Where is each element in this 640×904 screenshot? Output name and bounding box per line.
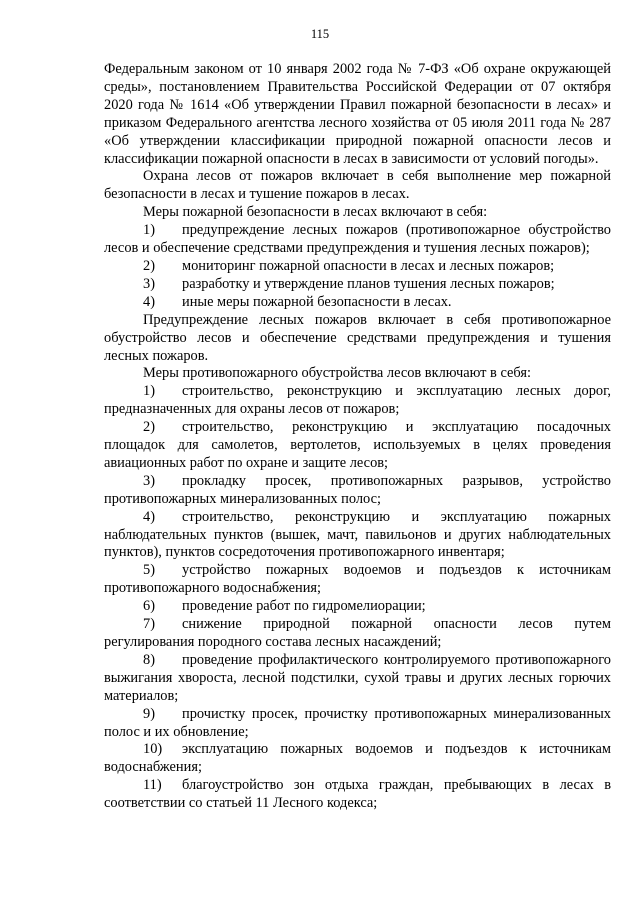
list-item <box>104 509 611 563</box>
list-item-number: 3) <box>143 275 155 292</box>
list-item <box>104 706 611 742</box>
list-item-number: 7) <box>143 616 155 633</box>
document-body <box>104 61 611 813</box>
list-item-text: прочистку просек, прочистку противопожарных минерализованных полос и их обновление; <box>104 705 611 740</box>
list-item <box>104 777 611 813</box>
paragraph: Меры противопожарного обустройства лесов включают в себя: <box>143 365 531 382</box>
list-item-text: проведение работ по гидромелиорации; <box>182 598 426 615</box>
list-item <box>104 419 611 473</box>
list-item-text: прокладку просек, противопожарных разрывов, устройство противопожарных минерализованных полос; <box>104 472 611 507</box>
list-item <box>104 473 611 509</box>
list-item-text: снижение природной пожарной опасности лесов путем регулирования породного состава лесных насаждений; <box>104 616 611 650</box>
list-item <box>104 222 611 258</box>
list-item-number: 11) <box>143 777 162 794</box>
list-item-number: 4) <box>143 293 155 310</box>
paragraph: Предупреждение лесных пожаров включает в себя противопожарное обустройство лесов и обеспечение средствами предупреждения и тушения лесных пожаров. <box>104 311 611 364</box>
list-item-number: 10) <box>143 741 163 758</box>
list-item <box>104 598 611 616</box>
list-item-text: иные меры пожарной безопасности в лесах. <box>182 293 452 310</box>
paragraph: Федеральным законом от 10 января 2002 года № 7-ФЗ «Об охране окружающей среды», постановлением Правительства Российской Федерации от 07 октября 2020 года № 1614 «Об утверждении Правил пожарной безопасности в лесах» и приказом Федерального агентства лесного хозяйства от 05 июля 2011 года № 287 «Об утверждении классификации природной пожарной опасности лесов и классификации пожарной опасности в лесах в зависимости от условий погоды». <box>104 61 611 167</box>
list-item-text: строительство, реконструкцию и эксплуатацию лесных дорог, предназначенных для охраны лесов от пожаров; <box>104 383 611 418</box>
list-item-text: устройство пожарных водоемов и подъездов к источникам противопожарного водоснабжения; <box>104 562 611 597</box>
list-item <box>104 562 611 598</box>
list-item-number: 4) <box>143 508 155 525</box>
list-item-text: строительство, реконструкцию и эксплуатацию пожарных наблюдательных пунктов (вышек, мачт, павильонов и других наблюдательных пунктов), пунктов сосредоточения противопожарного инвентаря; <box>104 508 611 561</box>
list-item-number: 8) <box>143 651 155 668</box>
list-item-number: 9) <box>143 705 155 722</box>
list-item-number: 5) <box>143 562 155 579</box>
list-item <box>104 616 611 652</box>
list-item-number: 1) <box>143 383 155 400</box>
list-item-number: 2) <box>143 419 155 436</box>
list-item <box>104 652 611 706</box>
list-item-text: благоустройство зон отдыха граждан, пребывающих в лесах в соответствии со статьей 11 Лесного кодекса; <box>104 777 611 812</box>
list-item-number: 1) <box>143 222 155 239</box>
list-item-text: строительство, реконструкцию и эксплуатацию посадочных площадок для самолетов, вертолетов, используемых в целях проведения авиационных работ по охране и защите лесов; <box>104 419 611 471</box>
list-item <box>104 258 611 276</box>
list-item-text: предупреждение лесных пожаров (противопожарное обустройство лесов и обеспечение средствами предупреждения и тушения лесных пожаров); <box>104 222 611 257</box>
list-item <box>104 294 611 312</box>
list-item-number: 2) <box>143 257 155 274</box>
list-item <box>104 741 611 777</box>
list-item-text: разработку и утверждение планов тушения лесных пожаров; <box>182 275 555 292</box>
paragraph: Охрана лесов от пожаров включает в себя выполнение мер пожарной безопасности в лесах и тушение пожаров в лесах. <box>104 168 611 203</box>
list-item <box>104 276 611 294</box>
list-item-number: 6) <box>143 598 155 615</box>
list-item-text: мониторинг пожарной опасности в лесах и лесных пожаров; <box>182 257 555 274</box>
list-item-text: проведение профилактического контролируемого противопожарного выжигания хвороста, лесной подстилки, сухой травы и других лесных горючих материалов; <box>104 651 611 704</box>
list-item <box>104 383 611 419</box>
list-item-text: эксплуатацию пожарных водоемов и подъездов к источникам водоснабжения; <box>104 741 611 776</box>
paragraph: Меры пожарной безопасности в лесах включают в себя: <box>143 204 488 221</box>
list-item-number: 3) <box>143 472 155 489</box>
page-number: 115 <box>310 27 330 41</box>
